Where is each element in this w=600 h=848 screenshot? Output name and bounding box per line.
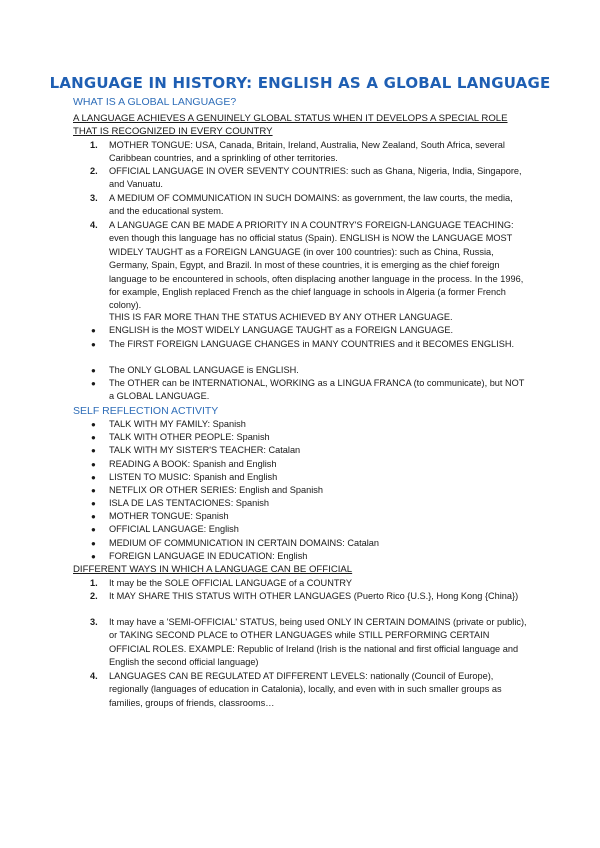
list-item bbox=[90, 192, 530, 219]
bullet-text: FOREIGN LANGUAGE IN EDUCATION: English bbox=[109, 551, 308, 561]
list-item bbox=[90, 139, 530, 166]
bullet-text: MOTHER TONGUE: Spanish bbox=[109, 511, 229, 521]
list-item-text: A LANGUAGE CAN BE MADE A PRIORITY IN A COUNTRY'S FOREIGN-LANGUAGE TEACHING: even though this language has no official status (Spain). ENGLISH is NOW the LANGUAGE MOST WIDELY TAUGHT as a FOREIGN LANGUAGE (in over 100 countries): such as China, Russia, Germany, Spain, Egypt, and Brazil. In most of these countries, it is emerging as the chief foreign language to be encountered in schools, often displacing another language in the process. In the 1996, for example, English replaced French as the chief language in schools in Algeria (a former French colony). bbox=[109, 220, 524, 311]
list-item bbox=[90, 590, 530, 603]
list-number: 3. bbox=[90, 617, 98, 627]
bullet-icon: ● bbox=[91, 486, 96, 495]
bullet-item bbox=[90, 458, 530, 471]
bullet-icon: ● bbox=[91, 512, 96, 521]
list-item-text: LANGUAGES CAN BE REGULATED AT DIFFERENT LEVELS: nationally (Council of Europe), regionally (languages of education in Catalonia), locally, and even with in such smaller groups as families, groups of friends, classrooms… bbox=[109, 671, 502, 708]
list-number: 2. bbox=[90, 166, 98, 176]
bullet-item bbox=[90, 324, 530, 337]
bullet-item bbox=[90, 550, 530, 563]
bullet-item bbox=[90, 338, 530, 351]
bullet-icon: ● bbox=[91, 379, 96, 388]
list-item-text: OFFICIAL LANGUAGE IN OVER SEVENTY COUNTRIES: such as Ghana, Nigeria, India, Singapore, and Vanuatu. bbox=[109, 166, 522, 190]
list-item-text: It MAY SHARE THIS STATUS WITH OTHER LANGUAGES (Puerto Rico {U.S.}, Hong Kong {China}) bbox=[109, 591, 519, 601]
bullet-text: ENGLISH is the MOST WIDELY LANGUAGE TAUGHT as a FOREIGN LANGUAGE. bbox=[109, 325, 454, 335]
list-item bbox=[90, 616, 530, 670]
bullet-icon: ● bbox=[91, 525, 96, 534]
bullet-text: TALK WITH MY SISTER'S TEACHER: Catalan bbox=[109, 445, 301, 455]
list-item-text: It may be the SOLE OFFICIAL LANGUAGE of a COUNTRY bbox=[109, 578, 353, 588]
bullet-text: TALK WITH OTHER PEOPLE: Spanish bbox=[109, 432, 270, 442]
list-number: 1. bbox=[90, 578, 98, 588]
bullet-item bbox=[90, 497, 530, 510]
bullet-icon: ● bbox=[91, 473, 96, 482]
section-heading-self-reflection: SELF REFLECTION ACTIVITY bbox=[73, 405, 219, 417]
bullet-text: TALK WITH MY FAMILY: Spanish bbox=[109, 419, 246, 429]
status-note: THIS IS FAR MORE THAN THE STATUS ACHIEVED BY ANY OTHER LANGUAGE. bbox=[109, 312, 453, 322]
bullet-icon: ● bbox=[91, 499, 96, 508]
list-number: 4. bbox=[90, 220, 98, 230]
list-number: 3. bbox=[90, 193, 98, 203]
list-number: 4. bbox=[90, 671, 98, 681]
bullet-item bbox=[90, 418, 530, 431]
bullet-text: LISTEN TO MUSIC: Spanish and English bbox=[109, 472, 278, 482]
bullet-icon: ● bbox=[91, 366, 96, 375]
list-item-text: A MEDIUM OF COMMUNICATION IN SUCH DOMAINS: as government, the law courts, the media, and the educational system. bbox=[109, 193, 513, 217]
bullet-icon: ● bbox=[91, 340, 96, 349]
bullet-text: NETFLIX OR OTHER SERIES: English and Spanish bbox=[109, 485, 323, 495]
bullet-item bbox=[90, 431, 530, 444]
bullet-icon: ● bbox=[91, 446, 96, 455]
list-item bbox=[90, 577, 530, 590]
bullet-item bbox=[90, 377, 530, 404]
document-title: LANGUAGE IN HISTORY: ENGLISH AS A GLOBAL LANGUAGE bbox=[49, 74, 551, 92]
bullet-icon: ● bbox=[91, 539, 96, 548]
bullet-item bbox=[90, 523, 530, 536]
section-subheading-global-status: A LANGUAGE ACHIEVES A GENUINELY GLOBAL STATUS WHEN IT DEVELOPS A SPECIAL ROLE THAT IS RECOGNIZED IN EVERY COUNTRY bbox=[73, 113, 508, 138]
section-heading-global-language: WHAT IS A GLOBAL LANGUAGE? bbox=[73, 96, 237, 108]
bullet-icon: ● bbox=[91, 326, 96, 335]
bullet-text: ISLA DE LAS TENTACIONES: Spanish bbox=[109, 498, 269, 508]
bullet-icon: ● bbox=[91, 460, 96, 469]
bullet-item bbox=[90, 484, 530, 497]
list-item bbox=[90, 670, 530, 710]
list-number: 2. bbox=[90, 591, 98, 601]
bullet-text: The OTHER can be INTERNATIONAL, WORKING as a LINGUA FRANCA (to communicate), but NOT a GLOBAL LANGUAGE. bbox=[109, 378, 525, 402]
bullet-item bbox=[90, 444, 530, 457]
bullet-item bbox=[90, 471, 530, 484]
bullet-item bbox=[90, 364, 530, 377]
list-item-text: MOTHER TONGUE: USA, Canada, Britain, Ireland, Australia, New Zealand, South Africa, several Caribbean countries, and a sprinkling of other territories. bbox=[109, 140, 505, 164]
bullet-text: OFFICIAL LANGUAGE: English bbox=[109, 524, 239, 534]
section-heading-official-ways: DIFFERENT WAYS IN WHICH A LANGUAGE CAN BE OFFICIAL bbox=[73, 564, 353, 575]
bullet-icon: ● bbox=[91, 552, 96, 561]
bullet-item bbox=[90, 537, 530, 550]
bullet-icon: ● bbox=[91, 420, 96, 429]
list-item bbox=[90, 165, 530, 192]
bullet-icon: ● bbox=[91, 433, 96, 442]
list-number: 1. bbox=[90, 140, 98, 150]
bullet-item bbox=[90, 510, 530, 523]
list-item bbox=[90, 219, 530, 313]
bullet-text: READING A BOOK: Spanish and English bbox=[109, 459, 277, 469]
list-item-text: It may have a 'SEMI-OFFICIAL' STATUS, being used ONLY IN CERTAIN DOMAINS (private or public), or TAKING SECOND PLACE to OTHER LANGUAGES while STILL PERFORMING CERTAIN OFFICIAL ROLES. EXAMPLE: Republic of Ireland (Irish is the national and first official language and English the second official language) bbox=[109, 617, 527, 668]
bullet-text: MEDIUM OF COMMUNICATION IN CERTAIN DOMAINS: Catalan bbox=[109, 538, 380, 548]
bullet-text: The ONLY GLOBAL LANGUAGE is ENGLISH. bbox=[109, 365, 299, 375]
bullet-text: The FIRST FOREIGN LANGUAGE CHANGES in MANY COUNTRIES and it BECOMES ENGLISH. bbox=[109, 339, 515, 349]
